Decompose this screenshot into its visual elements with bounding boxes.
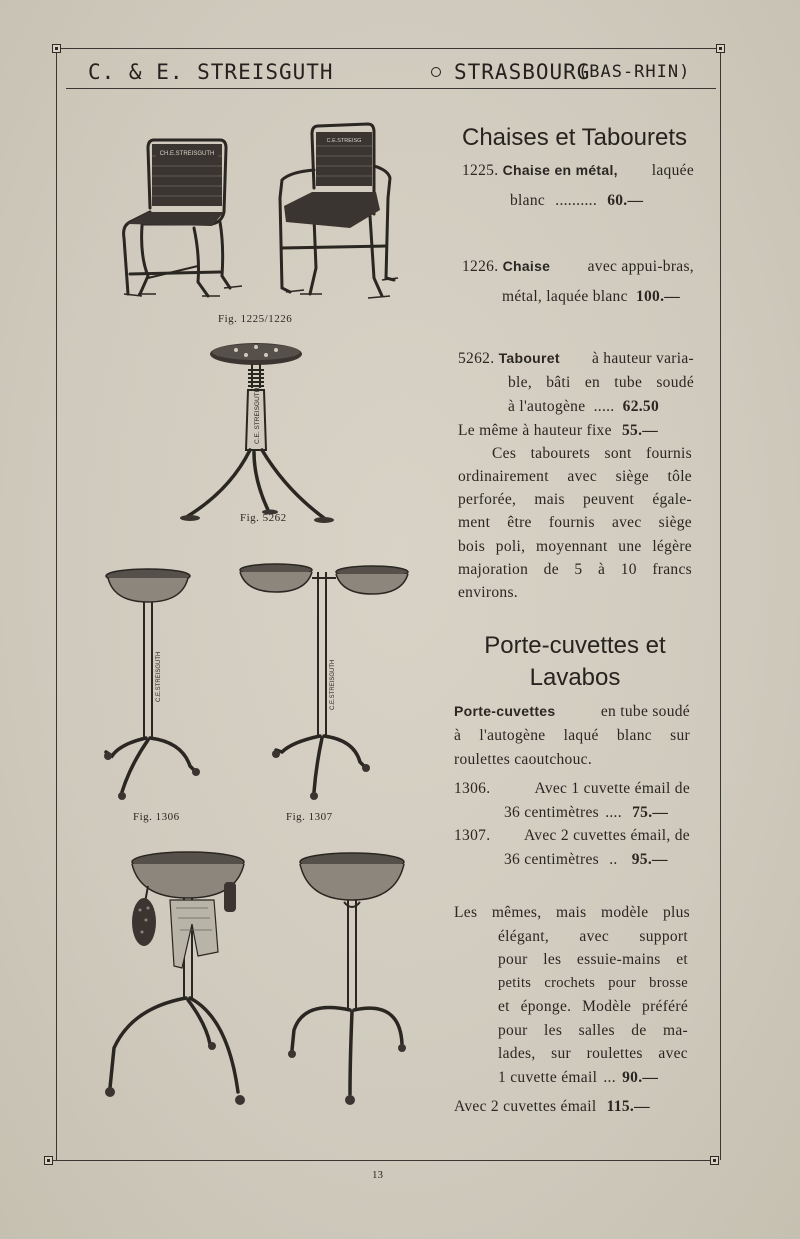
item-1225-number: 1225. — [462, 162, 499, 179]
basins-intro-line1 — [454, 703, 690, 721]
deluxe-washstand-towel-illustration — [96, 848, 266, 1118]
stool-maker-mark: C.E. STREISGUTH — [254, 387, 261, 444]
item-1306-desc: Avec 1 cuvette émail de — [534, 780, 690, 797]
chair2-maker-plate: C.E.STREISG — [326, 138, 362, 144]
item-1307-leader: .. — [609, 851, 618, 868]
item-1226-desc: avec appui-bras, — [587, 258, 694, 275]
item-1226-name: Chaise — [502, 258, 551, 274]
item-5262-line2: ble, bâti en tube soudé — [508, 374, 694, 391]
deluxe-line6: pour les salles de ma- — [498, 1022, 688, 1039]
item-1307-desc-2: 36 centimètres — [504, 851, 600, 868]
deluxe-leader: ... — [603, 1069, 616, 1086]
item-1306-number: 1306. — [454, 780, 491, 797]
basin2-maker-mark: C.E.STREISGUTH — [330, 659, 336, 710]
stool-note-line4: ment être fournis avec siège — [458, 514, 692, 531]
item-1225-name: Chaise en métal, — [502, 162, 618, 178]
section-title-basins-line2: Lavabos — [529, 664, 621, 691]
item-5262-line3 — [508, 398, 659, 416]
header-firm: C. & E. STREISGUTH — [88, 60, 334, 84]
item-1226-price: 100.— — [635, 288, 681, 305]
chair1-maker-plate: CH.E.STREISGUTH — [159, 151, 215, 157]
deluxe-two-basins — [454, 1098, 650, 1116]
corner-ornament-bl — [44, 1156, 53, 1165]
basin-stand-1306-illustration — [100, 566, 210, 806]
section-title-basins-line1: Porte-cuvettes et — [484, 632, 666, 659]
item-1306-line2 — [504, 804, 668, 822]
item-5262-number: 5262. — [458, 350, 495, 367]
item-5262-fixed-desc: Le même à hauteur fixe — [458, 422, 612, 439]
item-1226-line1 — [462, 258, 694, 276]
item-1306-desc-2: 36 centimètres — [504, 804, 600, 821]
item-5262-name: Tabouret — [498, 350, 560, 366]
basin1-maker-mark: C.E.STREISGUTH — [156, 651, 162, 702]
deluxe-line1: Les mêmes, mais modèle plus — [454, 904, 690, 921]
item-1307-number: 1307. — [454, 827, 491, 844]
chair-1225-illustration — [112, 126, 262, 306]
corner-ornament-tr — [716, 44, 725, 53]
deluxe-line8 — [498, 1069, 658, 1087]
item-5262-desc-3: à l'autogène — [508, 398, 586, 415]
basins-intro-line3: roulettes caoutchouc. — [454, 751, 592, 768]
figure-caption-chairs: Fig. 1225/1226 — [218, 313, 293, 325]
deluxe-single-basin: 1 cuvette émail — [498, 1069, 598, 1086]
item-1225-desc-2: blanc — [510, 192, 546, 209]
header-rule — [66, 88, 716, 89]
item-1306-price: 75.— — [632, 804, 669, 821]
basins-intro-rest: en tube soudé — [600, 703, 690, 720]
frame-left — [56, 48, 57, 1160]
corner-ornament-tl — [52, 44, 61, 53]
frame-top — [60, 48, 722, 49]
item-1306-leader: .... — [605, 804, 622, 821]
item-1225-line2 — [510, 192, 643, 210]
stool-5262-illustration — [176, 340, 346, 530]
stool-note-line2: ordinairement avec siège tôle — [458, 468, 692, 485]
header-city: STRASBOURG — [454, 60, 591, 84]
item-5262-desc: à hauteur varia- — [591, 350, 694, 367]
item-1307-price: 95.— — [631, 851, 668, 868]
stool-note-line6: majoration de 5 à 10 francs — [458, 561, 692, 578]
item-1225-desc: laquée — [651, 162, 694, 179]
deluxe-line3: pour les essuie-mains et — [498, 951, 688, 968]
item-1306-line1 — [454, 780, 690, 798]
figure-caption-1307: Fig. 1307 — [286, 811, 333, 823]
chair-1226-illustration — [270, 118, 400, 308]
deluxe-line2: élégant, avec support — [498, 928, 688, 945]
item-1225-line1 — [462, 162, 694, 180]
item-1226-number: 1226. — [462, 258, 499, 275]
basins-intro-line2: à l'autogène laqué blanc sur — [454, 727, 690, 744]
deluxe-two-basins-price: 115.— — [606, 1098, 650, 1115]
stool-note-line3: perforée, mais peuvent égale- — [458, 491, 692, 508]
item-1226-desc-2: métal, laquée blanc — [502, 288, 628, 305]
page-header — [66, 58, 716, 88]
deluxe-line5: et éponge. Modèle préféré — [498, 998, 688, 1015]
stool-note-line1: Ces tabourets sont fournis — [492, 445, 692, 462]
item-1225-price: 60.— — [607, 192, 644, 209]
item-1225-leader: .......... — [555, 192, 598, 209]
frame-bottom — [52, 1160, 714, 1161]
basin-stand-1307-illustration — [236, 556, 416, 806]
header-separator-dot — [431, 67, 441, 77]
deluxe-line7: lades, sur roulettes avec — [498, 1045, 688, 1062]
item-1226-line2 — [502, 288, 680, 306]
deluxe-two-basins-desc: Avec 2 cuvettes émail — [454, 1098, 597, 1115]
item-5262-line1 — [458, 350, 694, 368]
figure-caption-stool: Fig. 5262 — [240, 512, 287, 524]
page-number: 13 — [372, 1169, 383, 1181]
deluxe-price: 90.— — [622, 1069, 659, 1086]
stool-note-line7: environs. — [458, 584, 518, 601]
item-1307-line2 — [504, 851, 668, 869]
item-5262-fixed-price: 55.— — [621, 422, 659, 439]
basins-intro-bold: Porte-cuvettes — [454, 703, 556, 719]
item-5262-leader: ..... — [593, 398, 615, 415]
figure-caption-1306: Fig. 1306 — [133, 811, 180, 823]
deluxe-washstand-illustration — [284, 850, 424, 1110]
deluxe-line4: petits crochets pour brosse — [498, 975, 688, 991]
section-title-chairs: Chaises et Tabourets — [462, 124, 688, 151]
item-1307-desc: Avec 2 cuvettes émail, de — [523, 827, 690, 844]
stool-note-line5: bois poli, moyennant une légère — [458, 538, 692, 555]
item-1307-line1 — [454, 827, 690, 845]
item-5262-fixed — [458, 422, 658, 440]
header-region: (BAS-RHIN) — [578, 62, 691, 82]
frame-right — [720, 48, 721, 1160]
item-5262-price: 62.50 — [622, 398, 660, 415]
corner-ornament-br — [710, 1156, 719, 1165]
